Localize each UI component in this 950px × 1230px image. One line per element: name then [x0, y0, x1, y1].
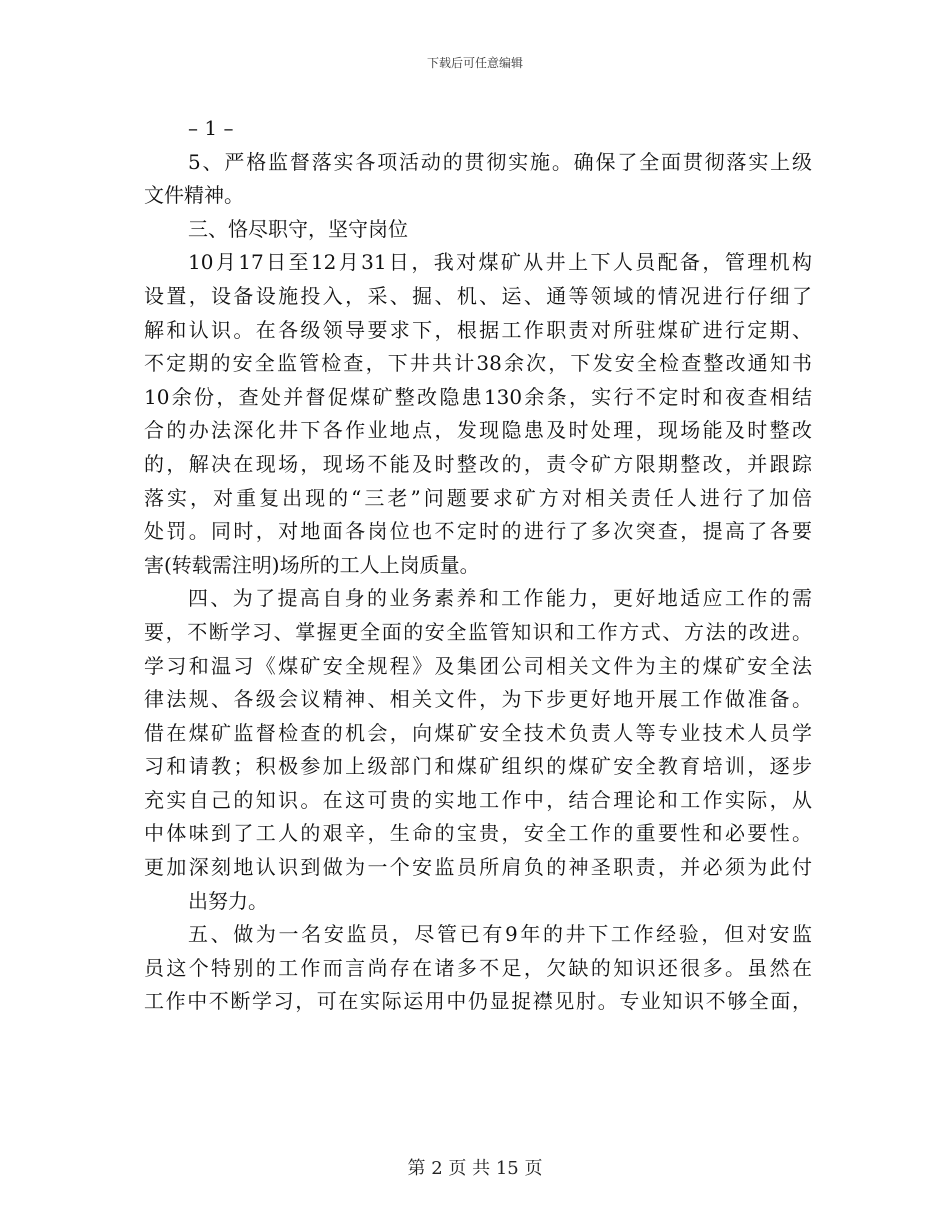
text-line: – 1 – — [188, 116, 234, 140]
document-body — [144, 112, 812, 1019]
text-line: 设置，设备设施投入，采、掘、机、运、通等领域的情况进行仔细了 — [144, 283, 812, 308]
text-line: 5、严格监督落实各项活动的贯彻实施。确保了全面贯彻落实上级 — [188, 149, 812, 174]
text-line: 员这个特别的工作而言尚存在诸多不足，欠缺的知识还很多。虽然在 — [144, 955, 812, 980]
text-line: 更加深刻地认识到做为一个安监员所肩负的神圣职责，并必须为此付 — [144, 855, 812, 880]
text-line: 文件精神。 — [144, 183, 244, 208]
text-line: 五、做为一名安监员，尽管已有9年的井下工作经验，但对安监 — [188, 922, 812, 947]
text-line: 借在煤矿监督检查的机会，向煤矿安全技术负责人等专业技术人员学 — [144, 720, 812, 745]
text-line: 四、为了提高自身的业务素养和工作能力，更好地适应工作的需 — [188, 586, 812, 611]
text-line: 的，解决在现场，现场不能及时整改的，责令矿方限期整改，并跟踪 — [144, 451, 812, 476]
text-line: 10余份，查处并督促煤矿整改隐患130余条，实行不定时和夜查相结 — [144, 384, 812, 409]
text-line: 解和认识。在各级领导要求下，根据工作职责对所驻煤矿进行定期、 — [144, 317, 812, 342]
text-line: 工作中不断学习，可在实际运用中仍显捉襟见肘。专业知识不够全面， — [144, 989, 812, 1014]
text-line: 害(转载需注明)场所的工人上岗质量。 — [144, 552, 480, 577]
page-header: 下载后可任意编辑 — [426, 56, 523, 70]
text-line: 出努力。 — [188, 888, 268, 913]
text-line: 律法规、各级会议精神、相关文件，为下步更好地开展工作做准备。 — [144, 687, 812, 712]
text-line: 习和请教；积极参加上级部门和煤矿组织的煤矿安全教育培训，逐步 — [144, 754, 812, 779]
text-line: 落实，对重复出现的“三老”问题要求矿方对相关责任人进行了加倍 — [144, 485, 812, 510]
text-line: 中体味到了工人的艰辛，生命的宝贵，安全工作的重要性和必要性。 — [144, 821, 812, 846]
page-footer: 第 2 页 共 15 页 — [407, 1158, 543, 1179]
text-line: 不定期的安全监管检查，下井共计38余次，下发安全检查整改通知书 — [144, 351, 812, 376]
text-line: 合的办法深化井下各作业地点，发现隐患及时处理，现场能及时整改 — [144, 418, 812, 443]
text-line: 三、恪尽职守，坚守岗位 — [188, 216, 408, 241]
text-line: 10月17日至12月31日，我对煤矿从井上下人员配备，管理机构 — [188, 250, 812, 275]
text-line: 要，不断学习、掌握更全面的安全监管知识和工作方式、方法的改进。 — [144, 619, 812, 644]
text-line: 充实自己的知识。在这可贵的实地工作中，结合理论和工作实际，从 — [144, 787, 812, 812]
text-line: 处罚。同时，对地面各岗位也不定时的进行了多次突查，提高了各要 — [144, 519, 812, 544]
text-line: 学习和温习《煤矿安全规程》及集团公司相关文件为主的煤矿安全法 — [144, 653, 812, 678]
